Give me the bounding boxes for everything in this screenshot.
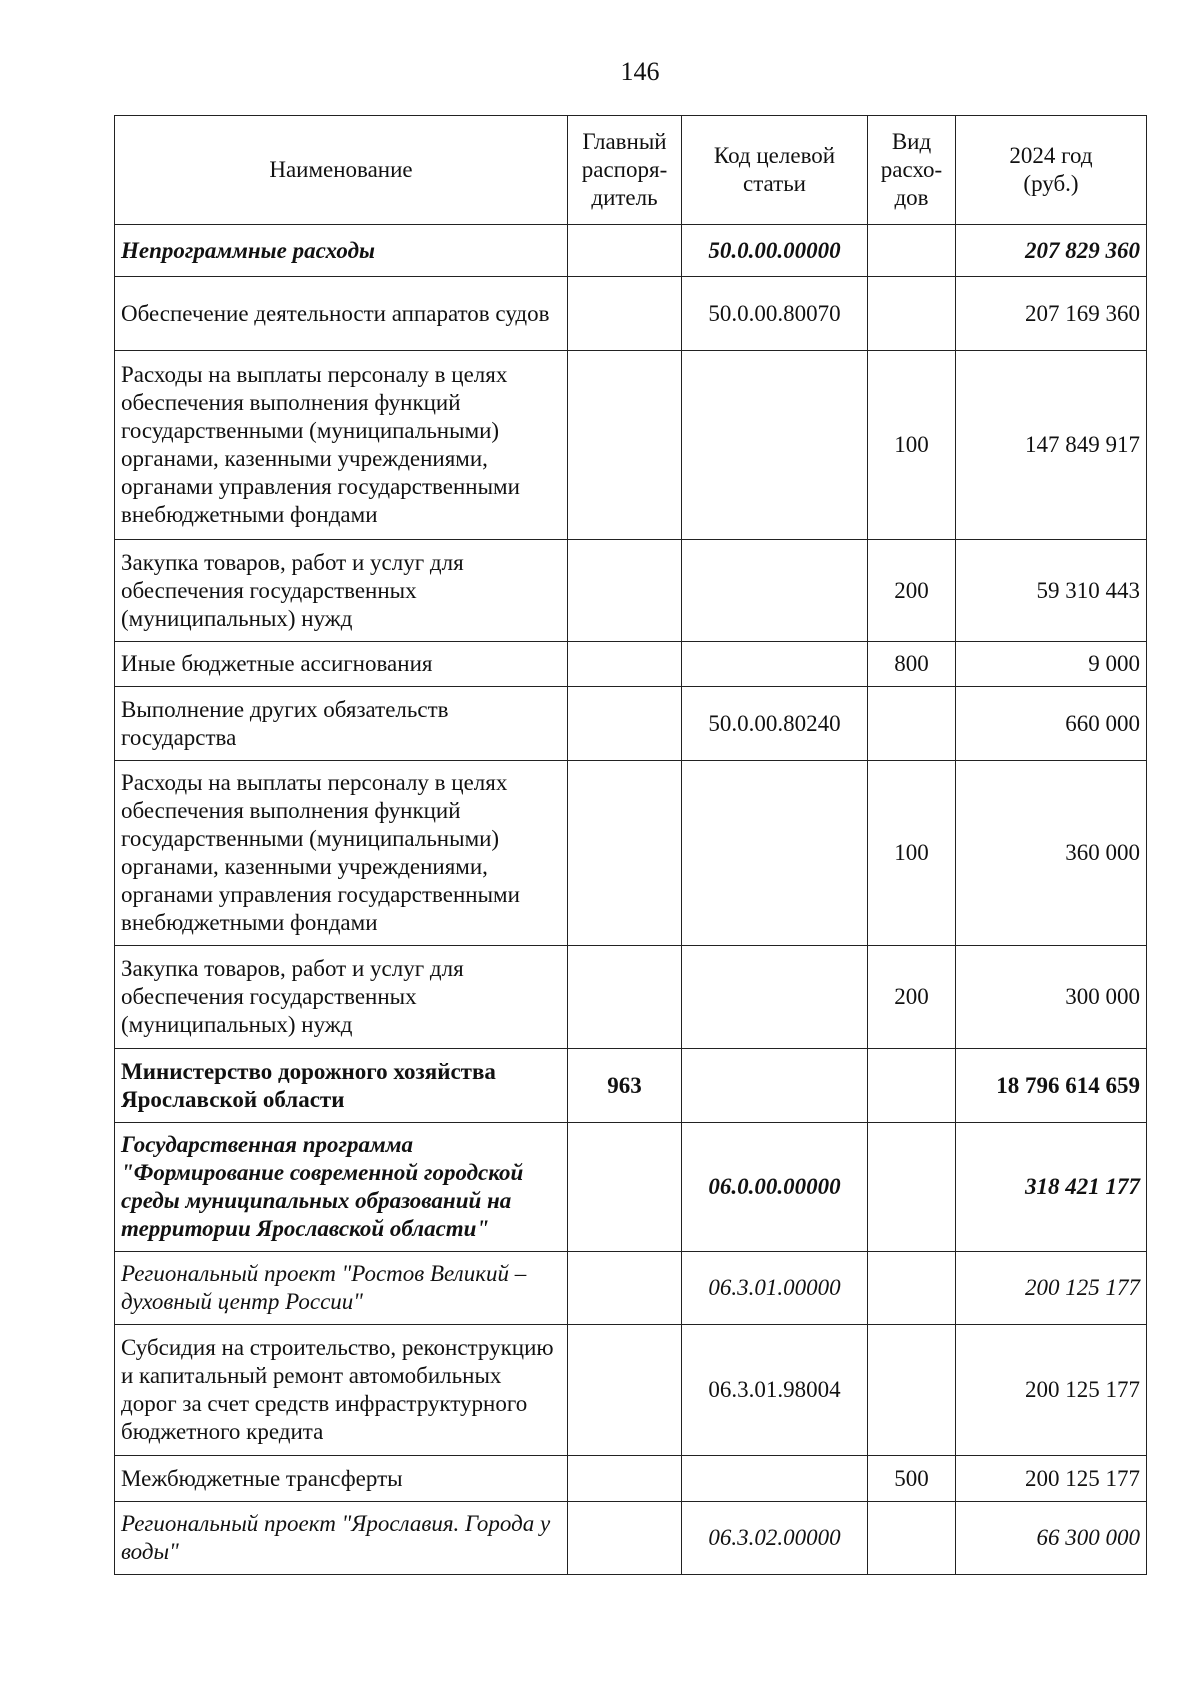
row-target-code (682, 540, 868, 642)
row-sum: 200 125 177 (956, 1456, 1147, 1502)
row-name: Региональный проект "Ростов Великий – духовный центр России" (115, 1252, 568, 1325)
row-expense-type: 800 (868, 642, 956, 687)
header-gr-line2: распоря- (581, 157, 668, 182)
row-expense-type (868, 1252, 956, 1325)
row-sum: 200 125 177 (956, 1325, 1147, 1456)
table-row (115, 351, 1147, 540)
row-target-code: 06.3.02.00000 (682, 1502, 868, 1575)
header-gr-line3: дитель (591, 185, 658, 210)
row-target-code (682, 642, 868, 687)
row-chief-administrator (568, 687, 682, 761)
row-name: Закупка товаров, работ и услуг для обеспечения государственных (муниципальных) нужд (115, 946, 568, 1049)
row-sum: 200 125 177 (956, 1252, 1147, 1325)
header-expense-type (868, 116, 956, 225)
table-row (115, 1502, 1147, 1575)
row-name: Межбюджетные трансферты (115, 1456, 568, 1502)
table-row (115, 946, 1147, 1049)
row-name: Непрограммные расходы (115, 225, 568, 277)
row-name: Расходы на выплаты персоналу в целях обеспечения выполнения функций государственными (муниципальными) органами, казенными учреждениями, органами управления государственными внебюджетными фондами (115, 351, 568, 540)
row-name: Министерство дорожного хозяйства Ярославской области (115, 1049, 568, 1123)
row-name: Расходы на выплаты персоналу в целях обеспечения выполнения функций государственными (муниципальными) органами, казенными учреждениями, органами управления государственными внебюджетными фондами (115, 761, 568, 946)
row-sum: 9 000 (956, 642, 1147, 687)
header-sum-2024 (956, 116, 1147, 225)
row-target-code (682, 1049, 868, 1123)
row-target-code (682, 1456, 868, 1502)
row-chief-administrator (568, 277, 682, 351)
table-header-row (115, 116, 1147, 225)
header-sum-line1: 2024 год (1009, 143, 1093, 168)
row-name: Государственная программа "Формирование современной городской среды муниципальных образований на территории Ярославской области" (115, 1123, 568, 1252)
header-target-code (682, 116, 868, 225)
table-row (115, 225, 1147, 277)
row-sum: 147 849 917 (956, 351, 1147, 540)
row-chief-administrator (568, 1252, 682, 1325)
row-chief-administrator (568, 1123, 682, 1252)
row-chief-administrator (568, 1456, 682, 1502)
table-row (115, 687, 1147, 761)
row-chief-administrator: 963 (568, 1049, 682, 1123)
row-target-code: 50.0.00.80070 (682, 277, 868, 351)
row-name: Субсидия на строительство, реконструкцию и капитальный ремонт автомобильных дорог за счет средств инфраструктурного бюджетного кредита (115, 1325, 568, 1456)
header-gr-line1: Главный (582, 129, 667, 154)
header-code-line1: Код целевой (713, 143, 836, 168)
row-target-code: 50.0.00.00000 (682, 225, 868, 277)
row-expense-type (868, 1123, 956, 1252)
row-name: Закупка товаров, работ и услуг для обеспечения государственных (муниципальных) нужд (115, 540, 568, 642)
table-row (115, 761, 1147, 946)
row-chief-administrator (568, 225, 682, 277)
row-expense-type (868, 1325, 956, 1456)
header-sum-line2: (руб.) (1023, 171, 1079, 196)
row-chief-administrator (568, 1325, 682, 1456)
row-expense-type: 500 (868, 1456, 956, 1502)
row-name: Обеспечение деятельности аппаратов судов (115, 277, 568, 351)
header-name-text: Наименование (269, 157, 413, 182)
row-expense-type (868, 1049, 956, 1123)
row-sum: 66 300 000 (956, 1502, 1147, 1575)
row-sum: 59 310 443 (956, 540, 1147, 642)
row-sum: 207 829 360 (956, 225, 1147, 277)
row-target-code (682, 351, 868, 540)
row-target-code (682, 761, 868, 946)
header-chief-administrator (568, 116, 682, 225)
page-number: 146 (620, 57, 660, 86)
row-chief-administrator (568, 642, 682, 687)
row-target-code: 06.0.00.00000 (682, 1123, 868, 1252)
row-name: Региональный проект "Ярославия. Города у воды" (115, 1502, 568, 1575)
row-sum: 207 169 360 (956, 277, 1147, 351)
row-expense-type (868, 225, 956, 277)
row-chief-administrator (568, 351, 682, 540)
table-row (115, 1049, 1147, 1123)
row-chief-administrator (568, 761, 682, 946)
budget-table (114, 115, 1147, 1575)
header-code-line2: статьи (742, 171, 806, 196)
table-row (115, 1252, 1147, 1325)
row-chief-administrator (568, 1502, 682, 1575)
row-expense-type: 100 (868, 351, 956, 540)
row-sum: 318 421 177 (956, 1123, 1147, 1252)
row-expense-type: 200 (868, 540, 956, 642)
table-row (115, 1325, 1147, 1456)
row-expense-type (868, 687, 956, 761)
header-vid-line1: Вид (891, 129, 932, 154)
table-row (115, 540, 1147, 642)
table-row (115, 1456, 1147, 1502)
row-target-code: 06.3.01.98004 (682, 1325, 868, 1456)
row-target-code: 50.0.00.80240 (682, 687, 868, 761)
row-chief-administrator (568, 946, 682, 1049)
row-sum: 18 796 614 659 (956, 1049, 1147, 1123)
table-row (115, 642, 1147, 687)
row-expense-type: 100 (868, 761, 956, 946)
row-name: Выполнение других обязательств государства (115, 687, 568, 761)
row-sum: 660 000 (956, 687, 1147, 761)
table-row (115, 1123, 1147, 1252)
header-name (115, 116, 568, 225)
table-row (115, 277, 1147, 351)
row-expense-type: 200 (868, 946, 956, 1049)
row-sum: 300 000 (956, 946, 1147, 1049)
row-expense-type (868, 1502, 956, 1575)
header-vid-line3: дов (894, 185, 929, 210)
row-expense-type (868, 277, 956, 351)
row-name: Иные бюджетные ассигнования (115, 642, 568, 687)
row-chief-administrator (568, 540, 682, 642)
row-target-code (682, 946, 868, 1049)
header-vid-line2: расхо- (880, 157, 943, 182)
row-sum: 360 000 (956, 761, 1147, 946)
row-target-code: 06.3.01.00000 (682, 1252, 868, 1325)
